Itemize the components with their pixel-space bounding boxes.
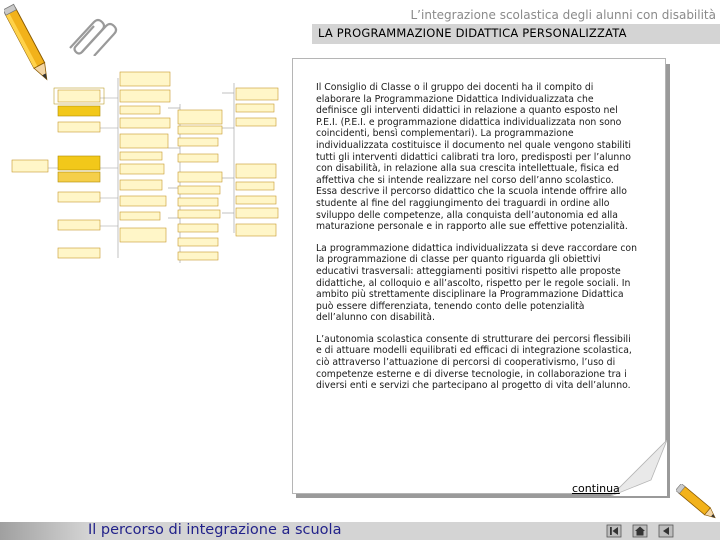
pencil-icon bbox=[676, 484, 720, 524]
first-page-button[interactable] bbox=[604, 522, 624, 540]
paperclip-icon bbox=[64, 14, 120, 56]
presentation-title: L’integrazione scolastica degli alunni con disabilità bbox=[410, 8, 716, 22]
page-subtitle: LA PROGRAMMAZIONE DIDATTICA PERSONALIZZATA bbox=[318, 26, 627, 40]
flowchart-diagram bbox=[8, 68, 280, 268]
paragraph: La programmazione didattica individualizzata si deve raccordare con la programmazione di classe per quanto riguarda gli obiettivi educativi trasversali: atteggiamenti positivi rispetto alle proposte didattiche, al colloquio e all’ascolto, rispetto per le regole sociali. In ambito più strettamente disciplinare la Programmazione Didattica può essere differenziata, tenendo conto delle potenzialità dell’alunno con disabilità. bbox=[316, 242, 638, 324]
footer-gradient bbox=[0, 522, 90, 540]
prev-button[interactable] bbox=[656, 522, 676, 540]
paragraph: L’autonomia scolastica consente di strutturare dei percorsi flessibili e di attuare modelli equilibrati ed efficaci di integrazione scolastica, ciò attraverso l’attuazione di percorsi di cooperativismo, l’uso di competenze esterne e di diverse tecnologie, in collaborazione tra i diversi enti e servizi che partecipano al progetto di vita dell’alunno. bbox=[316, 333, 632, 392]
first-page-icon bbox=[606, 524, 622, 538]
footer-title: Il percorso di integrazione a scuola bbox=[88, 522, 342, 538]
body-text bbox=[316, 82, 638, 402]
home-button[interactable] bbox=[630, 522, 650, 540]
home-icon bbox=[632, 524, 648, 538]
prev-icon bbox=[658, 524, 674, 538]
paragraph: Il Consiglio di Classe o il gruppo dei docenti ha il compito di elaborare la Programmazione Didattica Individualizzata che definisce gli interventi didattici in relazione a quanto esposto nel P.E.I. (P.E.I. e programmazione didattica individualizzata non sono coincidenti, bensì complementari). La programmazione individualizzata costituisce il documento nel quale vengono stabiliti tutti gli interventi didattici calibrati tra loro, predisposti per l’alunno con disabilità, in relazione alla sua crescita intellettuale, fisica ed affettiva che si intende realizzare nel corso dell’anno scolastico. Essa descrive il percorso didattico che la scuola intende offrire allo studente al fine del raggiungimento dei traguardi in ordine allo sviluppo delle competenze, alla conquista dell’autonomia ed alla maturazione personale e in rapporto alle sue effettive potenzialità. bbox=[316, 82, 631, 233]
continue-link[interactable]: continua bbox=[572, 482, 620, 495]
